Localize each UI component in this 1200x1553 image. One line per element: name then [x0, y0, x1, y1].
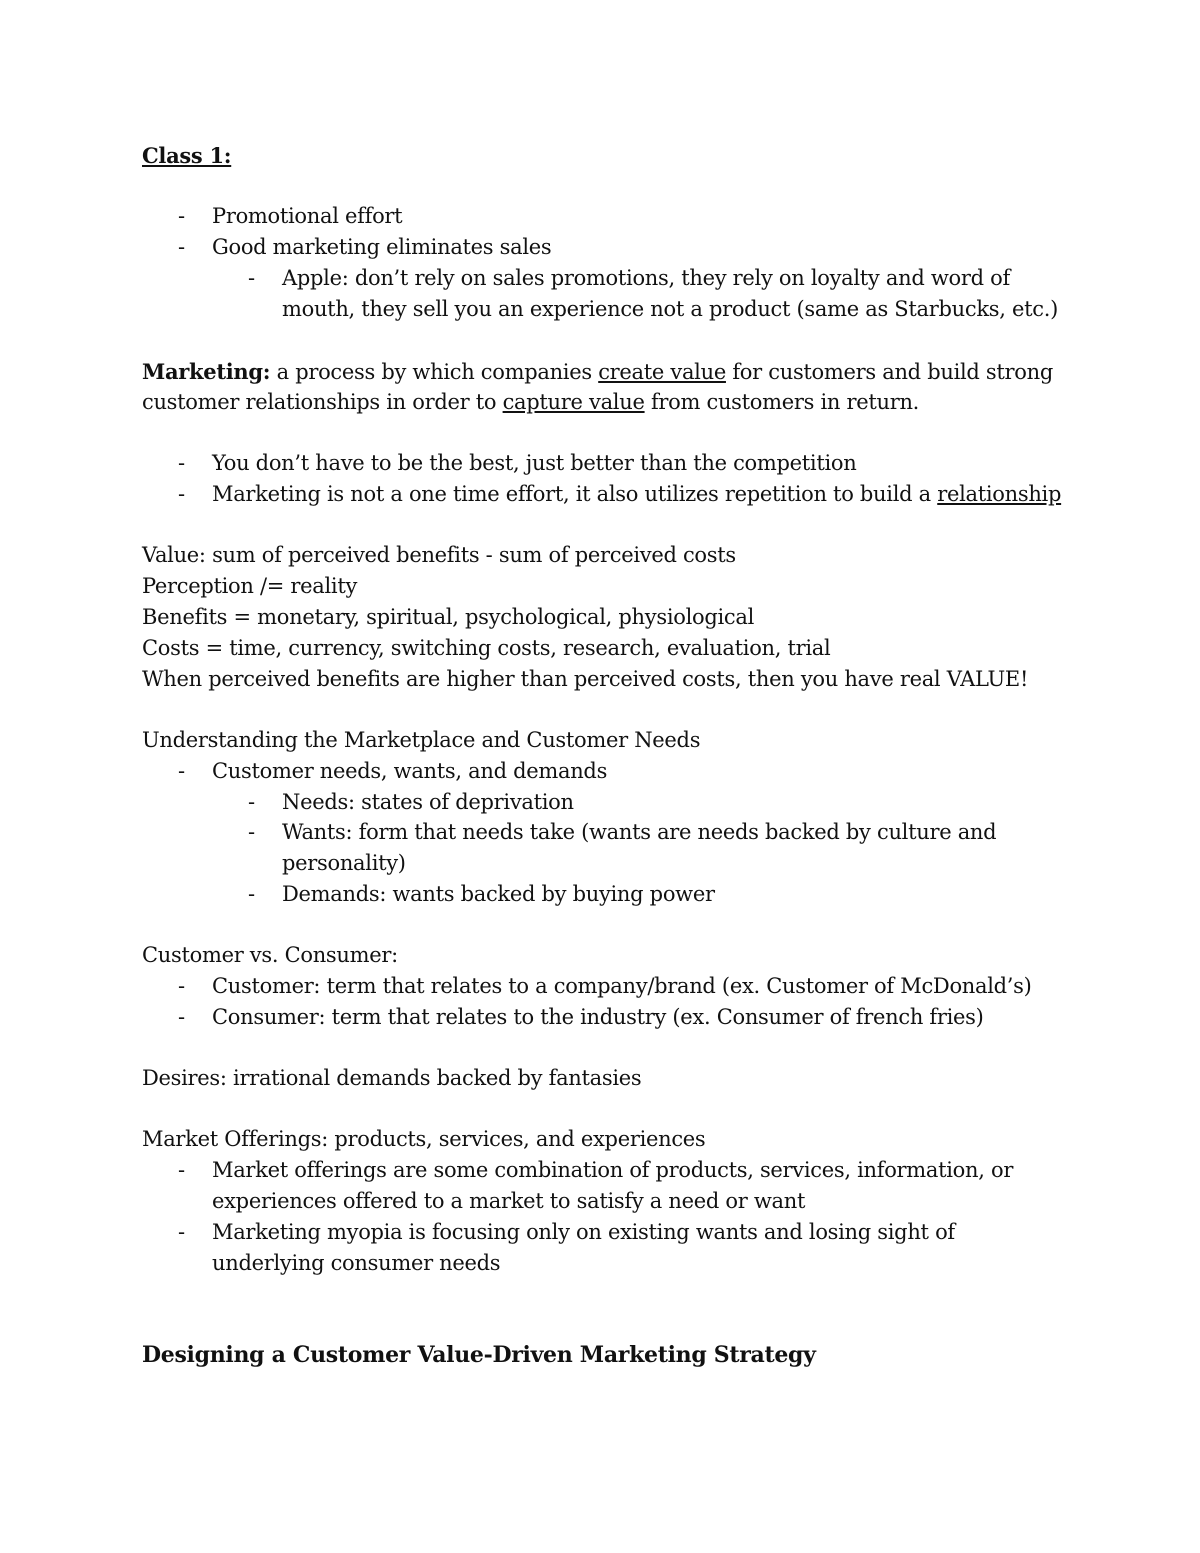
bullet-dash: - [178, 235, 186, 259]
section-title: Designing a Customer Value-Driven Marketing Strategy [142, 1342, 816, 1368]
offerings-bullet-1-line-1: Market offerings are some combination of products, services, information, or [212, 1158, 1014, 1182]
sub-bullet-dash: - [248, 820, 256, 844]
relationship-text: relationship [937, 482, 1062, 506]
sub-bullet-dash: - [248, 266, 256, 290]
definition-text: customer relationships in order to [142, 390, 503, 414]
wants-sub-bullet-line-2: personality) [282, 851, 406, 875]
bullet-dash: - [178, 482, 186, 506]
bullet-dash: - [178, 1220, 186, 1244]
bullet-dash: - [178, 1158, 186, 1182]
offerings-bullet-1-line-2: experiences offered to a market to satisfy a need or want [212, 1189, 806, 1213]
bullet-dash: - [178, 451, 186, 475]
intro-bullet-1: Promotional effort [212, 204, 403, 228]
value-line: When perceived benefits are higher than perceived costs, then you have real VALUE! [142, 667, 1029, 691]
offerings-bullet-2-line-1: Marketing myopia is focusing only on existing wants and losing sight of [212, 1220, 955, 1244]
marketing-bullet-2 [212, 479, 1061, 510]
intro-sub-bullet-line-2: mouth, they sell you an experience not a product (same as Starbucks, etc.) [282, 297, 1058, 321]
demands-sub-bullet: Demands: wants backed by buying power [282, 882, 715, 906]
intro-sub-bullet-line-1: Apple: don’t rely on sales promotions, they rely on loyalty and word of [282, 266, 1010, 290]
definition-text: a process by which companies [270, 360, 599, 384]
desires-line: Desires: irrational demands backed by fantasies [142, 1066, 642, 1090]
definition-text: from customers in return. [644, 390, 920, 414]
needs-sub-bullet: Needs: states of deprivation [282, 790, 574, 814]
marketplace-title: Understanding the Marketplace and Customer Needs [142, 728, 701, 752]
value-line: Benefits = monetary, spiritual, psychological, physiological [142, 605, 755, 629]
customer-bullet: Customer: term that relates to a company/brand (ex. Customer of McDonald’s) [212, 974, 1032, 998]
customer-vs-title: Customer vs. Consumer: [142, 943, 398, 967]
offerings-title: Market Offerings: products, services, and experiences [142, 1127, 706, 1151]
consumer-bullet: Consumer: term that relates to the industry (ex. Consumer of french fries) [212, 1005, 984, 1029]
bullet-dash: - [178, 759, 186, 783]
bullet-dash: - [178, 204, 186, 228]
marketplace-bullet-1: Customer needs, wants, and demands [212, 759, 608, 783]
bullet-dash: - [178, 974, 186, 998]
sub-bullet-dash: - [248, 882, 256, 906]
marketing-definition-line-2 [142, 387, 919, 418]
marketing-term: Marketing: [142, 359, 271, 384]
definition-text: for customers and build strong [725, 360, 1053, 384]
marketing-bullet-1: You don’t have to be the best, just better than the competition [212, 451, 857, 475]
create-value-text: create value [598, 360, 726, 384]
marketing-definition-line-1 [142, 356, 1053, 388]
value-line: Value: sum of perceived benefits - sum of perceived costs [142, 543, 736, 567]
wants-sub-bullet-line-1: Wants: form that needs take (wants are needs backed by culture and [282, 820, 997, 844]
sub-bullet-dash: - [248, 790, 256, 814]
value-line: Perception /= reality [142, 574, 358, 598]
value-line: Costs = time, currency, switching costs, research, evaluation, trial [142, 636, 831, 660]
capture-value-text: capture value [502, 390, 645, 414]
class-heading: Class 1: [142, 143, 232, 168]
bullet-text: Marketing is not a one time effort, it also utilizes repetition to build a [212, 482, 938, 506]
intro-bullet-2: Good marketing eliminates sales [212, 235, 552, 259]
offerings-bullet-2-line-2: underlying consumer needs [212, 1251, 501, 1275]
bullet-dash: - [178, 1005, 186, 1029]
